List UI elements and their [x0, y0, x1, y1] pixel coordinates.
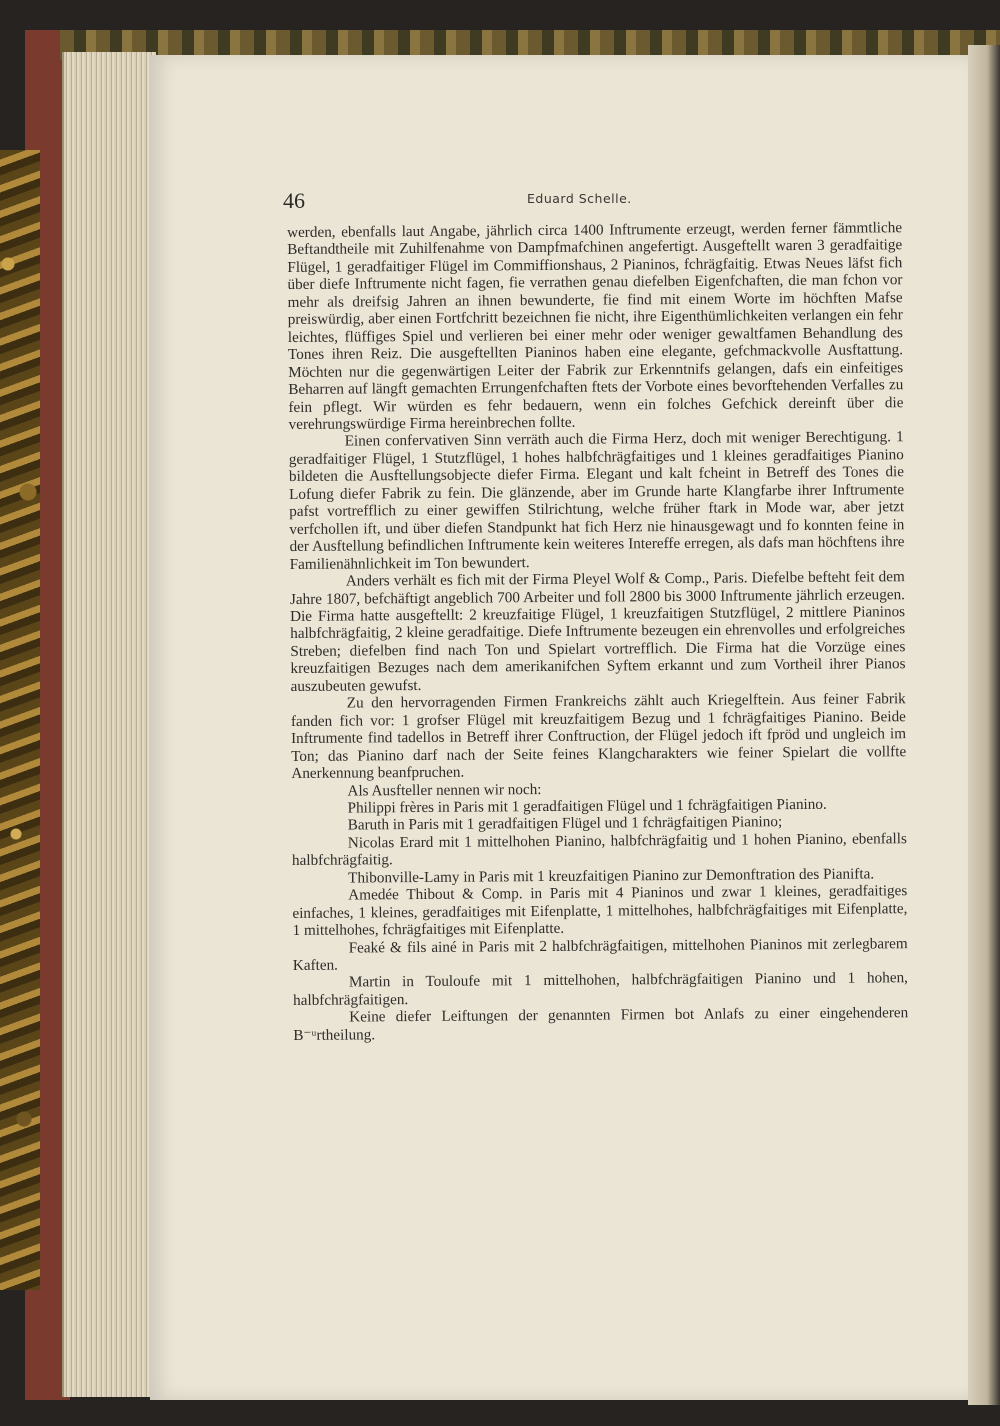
exhibitor-entry: Martin in Touloufe mit 1 mittelhohen, halbfchrägfaitigen Pianino und 1 hohen, halbfchrägfaitigen.: [293, 969, 909, 1009]
exhibitor-entry: Thibonville-Lamy in Paris mit 1 kreuzfaitigen Pianino zur Demonftration des Pianifta.: [348, 865, 875, 887]
exhibitor-entry: Baruth in Paris mit 1 geradfaitigen Flügel und 1 fchrägfaitigen Pianino;: [347, 813, 783, 834]
exhibitor-entry: Nicolas Erard mit 1 mittelhohen Pianino, halbfchrägfaitig und 1 hohen Pianino, ebenfalls halbfchrägfaitig.: [291, 830, 907, 870]
body-text: [287, 219, 908, 1044]
page-edges: [62, 52, 156, 1397]
paragraph: Anders verhält es fich mit der Firma Pleyel Wolf & Comp., Paris. Diefelbe befteht feit dem Jahre 1807, befchäftigt angeblich 700 Arbeiter und foll 2800 bis 3000 Inftrumente jährlich erzeugen. Die Firma hatte ausgeftellt: 2 kreuzfaitige Flügel, 1 kreuzfaitigen Stutzflügel, 2 mittlere Pianinos halbfchrägfaitig, 2 kleine geradfaitige. Diefe Inftrumente bezeugen ein ehrenvolles und erfolgreiches Streben; diefelben find nach Ton und Spielart vortrefflich. Die Firma hat die Vorzüge eines kreuzfaitigen Bezuges nach dem amerikanifchen Syftem erkannt und zum Vortheil ihrer Pianos auszubeuten gewufst.: [289, 568, 906, 695]
facing-page-edge: [968, 45, 1000, 1405]
paragraph: werden, ebenfalls laut Angabe, jährlich circa 1400 Inftrumente erzeugt, werden ferner fämmtliche Beftandtheile mit Zuhilfenahme von Dampfmafchinen angefertigt. Ausgeftellt waren 3 geradfaitige Flügel, 1 geradfaitiger Flügel im Commiffionshaus, 2 Pianinos, fchrägfaitig. Etwas Neues läfst fich über diefe Inftrumente nicht fagen, fie verrathen genau diefelben Eigenfchaften, die man fchon vor mehr als dreifsig Jahren an ihnen bewunderte, fie find mit einem Worte im höchften Mafse preiswürdig, aber einen Fortfchritt bezeichnen fie nicht, ihre Eigenthümlichkeiten verlangen ein fehr leichtes, flüffiges Spiel und verlieren bei einer mehr oder weniger gewaltfamen Behandlung des Tones ihren Reiz. Die ausgeftellten Pianinos haben eine elegante, gefchmackvolle Ausftattung. Möchten nur die gegenwärtigen Leiter der Fabrik zur Erkenntnifs gelangen, dafs ein einfeitiges Beharren auf längft gemachten Errungenfchaften ftets der Vorbote eines bevorftehenden Verfalles zu fein pflegt. Wir würden es fehr bedauern, wenn ein folches Gefchick dereinft über die verehrungswürdige Firma hereinbrechen follte.: [287, 219, 904, 433]
marbled-edge: [0, 150, 40, 1290]
page-number: 46: [283, 188, 305, 213]
paragraph: Zu den hervorragenden Firmen Frankreichs zählt auch Kriegelftein. Aus feiner Fabrik fanden fich vor: 1 grofser Flügel mit kreuzfaitigem Bezug und 1 fchrägfaitiges Pianino. Beide Inftrumente find tadellos in Betreff ihrer Conftruction, der Flügel jedoch ift fpröd und ungleich im Ton; das Pianino darf nach der Seite feines Klangcharakters wie feiner Spielart die vollfte Anerkennung beanfpruchen.: [290, 690, 907, 783]
exhibitor-entry: Feaké & fils ainé in Paris mit 2 halbfchrägfaitigen, mittelhohen Pianinos mit zerlegbarem Kaften.: [292, 934, 908, 975]
exhibitor-entry: Amedée Thibout & Comp. in Paris mit 4 Pianinos und zwar 1 kleines, geradfaitiges einfaches, 1 kleines, geradfaitiges mit Eifenplatte, 1 mittelhohes, halbfchrägfaitiges mit Eifenplatte, 1 mittelhohes, fchrägfaitiges mit Eifenplatte.: [292, 882, 908, 940]
paragraph: Keine diefer Leiftungen der genannten Firmen bot Anlafs zu einer eingehenderen B⁻ᵘrtheilung.: [293, 1004, 909, 1044]
running-head: Eduard Schelle.: [527, 191, 632, 206]
exhibitor-entry: Philippi frères in Paris mit 1 geradfaitigen Flügel und 1 fchrägfaitigen Pianino.: [347, 795, 827, 817]
paragraph: Als Ausfteller nennen wir noch:: [347, 780, 542, 800]
paragraph: Einen confervativen Sinn verräth auch die Firma Herz, doch mit weniger Berechtigung. 1 geradfaitiger Flügel, 1 Stutzflügel, 1 hohes halbfchrägfaitiges und 1 kleines geradfaitiges Pianino bildeten die Ausftellungsobjecte diefer Firma. Elegant und kalt fcheint in Betreff des Tones die Lofung diefer Fabrik zu fein. Die glänzende, aber im Grunde harte Klangfarbe ihrer Inftrumente pafst vortrefflich zu einer gewiffen Stilrichtung, welche früher ftark in Mode war, aber jetzt verfchollen ift, und über diefen Standpunkt hat fich Herz nie hinausgewagt und fo konnten feine in der Ausftellung befindlichen Inftrumente kein weiteres Intereffe erregen, als dafs man höchftens ihre Familienähnlichkeit im Ton bewundert.: [288, 428, 905, 573]
